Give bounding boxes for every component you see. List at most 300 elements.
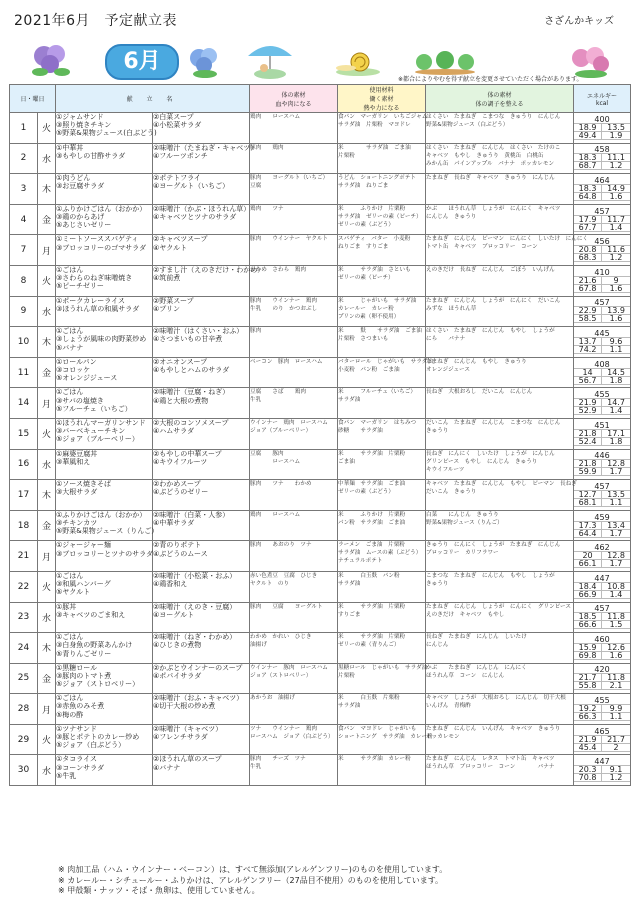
table-row	[10, 571, 631, 602]
dish-col-right: ②味噌汁（白菜・人参） ④中華サラダ	[153, 510, 250, 541]
ingredients-yellow: 米 ふりかけ 片栗粉 サラダ油 ゼリーの素（ピーチ） ゼリーの素（ぶどう）	[338, 204, 426, 235]
ingredients-green: かぶ たまねぎ にんじん にんにく ほうれん草 コーン にんじん	[426, 663, 574, 694]
nutrition	[574, 755, 631, 786]
weekday: 火	[38, 113, 56, 144]
salt-value: 1.8	[602, 377, 630, 385]
nutrition	[574, 143, 631, 174]
fat-value: 17.1	[602, 430, 630, 438]
kcal-value: 459	[574, 514, 630, 522]
hydrangea-icon	[185, 44, 225, 78]
table-row	[10, 113, 631, 144]
ingredients-red: 豆腐 さば 鶏肉 牛乳	[250, 388, 338, 419]
day-number: 22	[10, 571, 38, 602]
ingredients-green: はくさい たまねぎ にんじん はくさい たけのこ キャベツ もやし きゅうり 黄桃缶 白桃缶 みかん缶 パインアップル バナナ ポッカレモン	[426, 143, 574, 174]
nutrition	[574, 480, 631, 511]
weekday: 木	[38, 480, 56, 511]
nutrition	[574, 265, 631, 296]
kcal-value: 457	[574, 483, 630, 491]
dish-col-left: ①タコライス ③コーンサラダ ⑤牛乳	[56, 755, 153, 786]
ingredients-green: 長ねぎ 大根おろし だいこん にんじん	[426, 388, 574, 419]
kcal-value: 447	[574, 758, 630, 766]
fat-value: 13.9	[602, 307, 630, 315]
weekday: 月	[38, 541, 56, 572]
table-row	[10, 724, 631, 755]
protein-value: 18.3	[574, 185, 602, 193]
carb-value: 52.9	[574, 407, 602, 415]
umbrella-frog-icon	[240, 40, 300, 80]
menu-table	[9, 84, 631, 786]
month-badge: 6月	[105, 44, 179, 80]
nutrition	[574, 357, 631, 388]
day-number: 16	[10, 449, 38, 480]
kcal-value: 464	[574, 177, 630, 185]
day-number: 17	[10, 480, 38, 511]
carb-value: 66.6	[574, 621, 602, 629]
table-row	[10, 174, 631, 205]
kcal-value: 465	[574, 728, 630, 736]
fat-value: 21.7	[602, 736, 630, 744]
protein-value: 12.7	[574, 491, 602, 499]
protein-value: 20	[574, 552, 602, 560]
protein-value: 21.8	[574, 460, 602, 468]
ingredients-yellow: 米 サラダ油 片栗粉 ゼリーの素（青りんご）	[338, 633, 426, 664]
weekday: 月	[38, 235, 56, 266]
weekday: 金	[38, 357, 56, 388]
salt-value: 1.4	[602, 407, 630, 415]
dish-col-right: ②かぶとウインナーのスープ ④ポパイサラダ	[153, 663, 250, 694]
fat-value: 12.6	[602, 644, 630, 652]
ingredients-green: 長ねぎ たまねぎ にんじん しいたけ にんじん	[426, 633, 574, 664]
protein-value: 19.2	[574, 705, 602, 713]
nutrition	[574, 449, 631, 480]
weekday: 木	[38, 633, 56, 664]
kcal-value: 451	[574, 422, 630, 430]
fat-value: 11.1	[602, 154, 630, 162]
carb-value: 64.8	[574, 193, 602, 201]
carb-value: 67.8	[574, 285, 602, 293]
hydrangea-icon	[30, 42, 74, 78]
salt-value: 1.6	[602, 652, 630, 660]
ingredients-yellow: 中華麺 サラダ油 ごま油 ゼリーの素（ぶどう）	[338, 480, 426, 511]
protein-value: 22.9	[574, 307, 602, 315]
table-row	[10, 388, 631, 419]
nutrition	[574, 388, 631, 419]
ingredients-red: ツナ ウインナー 鶏肉 ロースハム ジョア（白ぶどう）	[250, 724, 338, 755]
ingredients-yellow: 米 フルーチェ（いちご） サラダ油	[338, 388, 426, 419]
dish-col-left: ①豚丼 ③キャベツのごま和え	[56, 602, 153, 633]
ingredients-green: たまねぎ にんじん いんげん キャベツ きゅうり ポッカレモン	[426, 724, 574, 755]
salt-value: 1.5	[602, 621, 630, 629]
fat-value: 12.8	[602, 460, 630, 468]
carb-value: 66.1	[574, 560, 602, 568]
carb-value: 56.7	[574, 377, 602, 385]
protein-value: 14	[574, 369, 602, 377]
dish-col-right: ②味噌汁（豆腐・ねぎ） ④鶏と大根の煮物	[153, 388, 250, 419]
salt-value: 2.1	[602, 682, 630, 690]
snail-icon	[330, 46, 386, 78]
dish-col-left: ①麻婆豆腐丼 ③華風和え	[56, 449, 153, 480]
ingredients-yellow: 食パン マヨドレ じゃがいも ショートニング サラダ油 カレー粉	[338, 724, 426, 755]
nutrition	[574, 418, 631, 449]
kcal-value: 445	[574, 330, 630, 338]
dish-col-right: ②ほうれん草のスープ ④バナナ	[153, 755, 250, 786]
weekday: 水	[38, 143, 56, 174]
salt-value: 1.7	[602, 530, 630, 538]
table-row	[10, 633, 631, 664]
day-number: 8	[10, 265, 38, 296]
protein-value: 18.4	[574, 583, 602, 591]
dish-col-left: ①ソース焼きそば ③大根サラダ	[56, 480, 153, 511]
fat-value: 13.5	[602, 124, 630, 132]
protein-value: 21.7	[574, 674, 602, 682]
nutrition	[574, 510, 631, 541]
footer-note: ※ 肉加工品（ハム・ウインナー・ベーコン）は、すべて無添加(アレルゲンフリー)のものを使用しています。	[58, 865, 448, 874]
protein-value: 17.9	[574, 216, 602, 224]
protein-value: 20.8	[574, 246, 602, 254]
table-row	[10, 235, 631, 266]
day-number: 28	[10, 694, 38, 725]
weekday: 火	[38, 724, 56, 755]
salt-value: 1.6	[602, 315, 630, 323]
kcal-value: 460	[574, 636, 630, 644]
salt-value: 1.9	[602, 132, 630, 140]
weekday: 木	[38, 327, 56, 358]
ingredients-red: 鶏肉 ロースハム	[250, 510, 338, 541]
nutrition	[574, 633, 631, 664]
salt-value: 1.4	[602, 591, 630, 599]
ingredients-red: 鶏肉 ツナ	[250, 204, 338, 235]
page-title: 2021年6月 予定献立表	[14, 13, 178, 29]
weekday: 火	[38, 265, 56, 296]
day-number: 14	[10, 388, 38, 419]
ingredients-yellow: スパゲティ バター 小麦粉 ねりごま すりごま	[338, 235, 426, 266]
carb-value: 66.9	[574, 591, 602, 599]
dish-col-right: ②大根のコンソメスープ ④ハムサラダ	[153, 418, 250, 449]
ingredients-yellow: 米 サラダ油 片栗粉 ごま油	[338, 449, 426, 480]
ingredients-green: たまねぎ にんじん しょうが にんにく だいこん みずな ほうれん草	[426, 296, 574, 327]
protein-value: 21.6	[574, 277, 602, 285]
protein-value: 13.7	[574, 338, 602, 346]
ingredients-yellow: うどん ショートニングポテト サラダ油 ねりごま	[338, 174, 426, 205]
fat-value: 14.9	[602, 185, 630, 193]
ingredients-green: たまねぎ にんじん しょうが にんにく グリンピース えのきだけ キャベツ もやし	[426, 602, 574, 633]
table-row	[10, 296, 631, 327]
dish-col-left: ①ごはん ③しょうが風味の肉野菜炒め ⑤バナナ	[56, 327, 153, 358]
dish-col-right: ②味噌汁（たまねぎ・キャベツ） ④フルーツポンチ	[153, 143, 250, 174]
table-row	[10, 143, 631, 174]
fat-value: 11.6	[602, 246, 630, 254]
dish-col-left: ①ふりかけごはん（おかか） ③チキンカツ ⑤野菜&果物ジュース（りんご）	[56, 510, 153, 541]
ingredients-red: ウインナー 鶏肉 ロースハム ジョア（ブルーベリー）	[250, 418, 338, 449]
day-number: 24	[10, 633, 38, 664]
ingredients-red: 豚肉 豆腐 ヨーグルト	[250, 602, 338, 633]
ingredients-red: わかめ かれい ひじき 油揚げ	[250, 633, 338, 664]
fat-value: 9.9	[602, 705, 630, 713]
dish-col-left: ①ふりかけごはん（おかか） ③鶏のからあげ ⑤あじさいゼリー	[56, 204, 153, 235]
table-row	[10, 541, 631, 572]
ingredients-red: あかうお 油揚げ	[250, 694, 338, 725]
ingredients-red: 豚肉 チーズ ツナ 牛乳	[250, 755, 338, 786]
ingredients-yellow: 米 白玉麩 片栗粉 サラダ油	[338, 694, 426, 725]
dish-col-right: ②野菜スープ ④プリン	[153, 296, 250, 327]
nutrition	[574, 235, 631, 266]
ingredients-green: かぶ ほうれん草 しょうが にんにく キャベツ にんじん きゅうり	[426, 204, 574, 235]
day-number: 25	[10, 663, 38, 694]
ingredients-green: 長ねぎ にんにく しいたけ しょうが にんじん グリンピース もやし にんじん きゅうり キウイフルーツ	[426, 449, 574, 480]
salt-value: 1.1	[602, 499, 630, 507]
dish-col-left: ①ツナサンド ③豚とポテトのカレー炒め ⑤ジョア（白ぶどう）	[56, 724, 153, 755]
weekday: 水	[38, 602, 56, 633]
kcal-value: 457	[574, 605, 630, 613]
nutrition	[574, 571, 631, 602]
carb-value: 68.7	[574, 162, 602, 170]
frog-trio-icon	[410, 46, 480, 76]
day-number: 18	[10, 510, 38, 541]
ingredients-red: 豚肉 ウインナー 鶏肉 牛乳 のり かつおぶし	[250, 296, 338, 327]
nutrition	[574, 663, 631, 694]
day-number: 15	[10, 418, 38, 449]
dish-col-left: ①ロールパン ③コロッケ ⑤オレンジジュース	[56, 357, 153, 388]
day-number: 1	[10, 113, 38, 144]
day-number: 7	[10, 235, 38, 266]
ingredients-green: はくさい たまねぎ にんじん もやし しょうが にら バナナ	[426, 327, 574, 358]
fat-value: 9	[602, 277, 630, 285]
weekday: 水	[38, 449, 56, 480]
salt-value: 1.1	[602, 346, 630, 354]
dish-col-left: ①ごはん ③赤魚のみそ煮 ⑤梅の酢	[56, 694, 153, 725]
weekday: 水	[38, 296, 56, 327]
ingredients-green: こまつな たまねぎ にんじん もやし しょうが きゅうり	[426, 571, 574, 602]
protein-value: 18.3	[574, 154, 602, 162]
salt-value: 1.2	[602, 162, 630, 170]
carb-value: 74.2	[574, 346, 602, 354]
dish-col-right: ②青のりポテト ④ぶどうのムース	[153, 541, 250, 572]
dish-col-left: ①中華丼 ③もやしの甘酢サラダ	[56, 143, 153, 174]
ingredients-red: 赤い色煮豆 豆腐 ひじき ヤクルト のり	[250, 571, 338, 602]
kcal-value: 408	[574, 361, 630, 369]
dish-col-right: ②すまし汁（えのきだけ・わかめ） ④筑前煮	[153, 265, 250, 296]
dish-col-right: ②味噌汁（かぶ・ほうれん草） ④キャベツとツナのサラダ	[153, 204, 250, 235]
day-number: 30	[10, 755, 38, 786]
salt-value: 1.8	[602, 438, 630, 446]
ingredients-green: えのきだけ 長ねぎ にんじん ごぼう いんげん	[426, 265, 574, 296]
table-row	[10, 204, 631, 235]
carb-value: 69.8	[574, 652, 602, 660]
hydrangea-right-icon	[565, 44, 615, 78]
carb-value: 58.5	[574, 315, 602, 323]
kcal-value: 458	[574, 146, 630, 154]
header-yellow: 使用材料 働く素材 熱や力になる	[338, 85, 426, 113]
page-header	[0, 8, 640, 32]
ingredients-red: 豚肉 ツナ わかめ	[250, 480, 338, 511]
dish-col-right: ②味噌汁（おふ・キャベツ） ④切干大根の炒め煮	[153, 694, 250, 725]
carb-value: 68.1	[574, 499, 602, 507]
ingredients-green: きゅうり にんにく しょうが たまねぎ にんじん ブロッコリー カリフラワー	[426, 541, 574, 572]
table-row	[10, 327, 631, 358]
table-row	[10, 449, 631, 480]
fat-value: 11.8	[602, 613, 630, 621]
kcal-value: 457	[574, 299, 630, 307]
ingredients-green: たまねぎ 長ねぎ キャベツ きゅうり にんじん	[426, 174, 574, 205]
kcal-value: 462	[574, 544, 630, 552]
fat-value: 10.8	[602, 583, 630, 591]
nutrition	[574, 724, 631, 755]
protein-value: 21.9	[574, 399, 602, 407]
nutrition	[574, 541, 631, 572]
weekday: 火	[38, 418, 56, 449]
salt-value: 1.2	[602, 774, 630, 782]
ingredients-green: だいこん たまねぎ にんじん こまつな にんじん きゅうり	[426, 418, 574, 449]
dish-col-left: ①ごはん ③白身魚の野菜あんかけ ⑤青りんごゼリー	[56, 633, 153, 664]
ingredients-red: 豚肉 ヨーグルト（いちご） 豆腐	[250, 174, 338, 205]
ingredients-red: 豚肉 ウインナー ヤクルト	[250, 235, 338, 266]
fat-value: 11.8	[602, 674, 630, 682]
ingredients-yellow: 米 麩 サラダ油 ごま油 片栗粉 さつまいも	[338, 327, 426, 358]
ingredients-green: たまねぎ にんじん ピーマン にんにく しいたけ にんにく トマト缶 キャベツ ブロッコリー コーン	[426, 235, 574, 266]
table-row	[10, 663, 631, 694]
dish-col-right: ②ポテトフライ ④ヨーグルト（いちご）	[153, 174, 250, 205]
ingredients-yellow: ラーメン ごま油 片栗粉 サラダ油 ムースの素（ぶどう） ナチュラルポテト	[338, 541, 426, 572]
nutrition	[574, 113, 631, 144]
weekday: 金	[38, 510, 56, 541]
footer-notes	[58, 865, 447, 897]
carb-value: 67.7	[574, 224, 602, 232]
ingredients-red: 豚肉 あおのり ツナ	[250, 541, 338, 572]
ingredients-green: キャベツ しょうが 大根おろし にんじん 切干大根 いんげん 青梅酢	[426, 694, 574, 725]
dish-col-right: ②わかめスープ ④ぶどうのゼリー	[153, 480, 250, 511]
ingredients-red: 豆腐 豚肉 ロースハム	[250, 449, 338, 480]
ingredients-yellow: バターロール じゃがいも サラダ油 小麦粉 パン粉 ごま油	[338, 357, 426, 388]
weekday: 金	[38, 663, 56, 694]
ingredients-yellow: 食パン マーガリン はちみつ 砂糖 サラダ油	[338, 418, 426, 449]
ingredients-red: わかめ さわら 鶏肉	[250, 265, 338, 296]
fat-value: 14.5	[602, 369, 630, 377]
day-number: 10	[10, 327, 38, 358]
dish-col-left: ①ほうれんマーガリンサンド ③バーベキューチキン ⑤ジョア（ブルーベリー）	[56, 418, 153, 449]
salt-value: 1.7	[602, 560, 630, 568]
carb-value: 68.3	[574, 254, 602, 262]
protein-value: 15.9	[574, 644, 602, 652]
school-name: さざんかキッズ	[544, 16, 614, 27]
kcal-value: 455	[574, 391, 630, 399]
ingredients-yellow: 食パン マーガリン いちごジャム サラダ油 片栗粉 マヨドレ	[338, 113, 426, 144]
day-number: 2	[10, 143, 38, 174]
dish-col-left: ①ごはん ③さわらのねぎ味噌焼き ⑤ピーチゼリー	[56, 265, 153, 296]
ingredients-yellow: 米 じゃがいも サラダ油 カレールー カレー粉 プリンの素（卵不使用）	[338, 296, 426, 327]
dish-col-right: ②キャベツスープ ④ヤクルト	[153, 235, 250, 266]
dish-col-left: ①ジャムサンド ③照り焼きチキン ⑤野菜&果物ジュース(白ぶどう)	[56, 113, 153, 144]
kcal-value: 447	[574, 575, 630, 583]
day-number: 11	[10, 357, 38, 388]
fat-value: 12.8	[602, 552, 630, 560]
fat-value: 13.4	[602, 522, 630, 530]
nutrition	[574, 602, 631, 633]
nutrition	[574, 174, 631, 205]
protein-value: 18.5	[574, 613, 602, 621]
kcal-value: 457	[574, 208, 630, 216]
nutrition	[574, 327, 631, 358]
fat-value: 11.7	[602, 216, 630, 224]
nutrition	[574, 296, 631, 327]
salt-value: 1.4	[602, 224, 630, 232]
salt-value: 1.6	[602, 285, 630, 293]
table-row	[10, 418, 631, 449]
carb-value: 45.4	[574, 744, 602, 752]
table-row	[10, 510, 631, 541]
dish-col-right: ②味噌汁（えのき・豆腐） ④ヨーグルト	[153, 602, 250, 633]
table-row	[10, 265, 631, 296]
dish-col-right: ②もやしの中華スープ ④キウイフルーツ	[153, 449, 250, 480]
ingredients-yellow: 米 サラダ油 カレー粉	[338, 755, 426, 786]
weekday: 月	[38, 388, 56, 419]
table-row	[10, 602, 631, 633]
protein-value: 21.8	[574, 430, 602, 438]
ingredients-yellow: 黒糖ロール じゃがいも サラダ油 片栗粉	[338, 663, 426, 694]
day-number: 23	[10, 602, 38, 633]
ingredients-green: たまねぎ にんじん もやし きゅうり オレンジジュース	[426, 357, 574, 388]
protein-value: 18.9	[574, 124, 602, 132]
ingredients-yellow: 米 白玉麩 パン粉 サラダ油	[338, 571, 426, 602]
salt-value: 1.2	[602, 254, 630, 262]
ingredients-yellow: 米 サラダ油 片栗粉 すりごま	[338, 602, 426, 633]
header-menu: 献 立 名	[56, 85, 250, 113]
carb-value: 55.8	[574, 682, 602, 690]
fat-value: 13.5	[602, 491, 630, 499]
weekday: 金	[38, 204, 56, 235]
salt-value: 1.1	[602, 713, 630, 721]
table-row	[10, 755, 631, 786]
salt-value: 1.6	[602, 193, 630, 201]
carb-value: 64.4	[574, 530, 602, 538]
day-number: 4	[10, 204, 38, 235]
weekday: 木	[38, 174, 56, 205]
carb-value: 59.9	[574, 468, 602, 476]
ingredients-red: ベーコン 豚肉 ロースハム	[250, 357, 338, 388]
dish-col-right: ②味噌汁（ねぎ・わかめ） ④ひじきの煮物	[153, 633, 250, 664]
ingredients-yellow: 米 サラダ油 さといも ゼリーの素（ピーチ）	[338, 265, 426, 296]
footer-note: ※ カレールー・シチュールー・ふりかけは、アレルゲンフリー（27品目不使用）のものを使用しています。	[58, 875, 444, 885]
header-energy: エネルギー kcal	[574, 85, 631, 113]
ingredients-green: はくさい たまねぎ こまつな きゅうり にんじん 野菜&果物ジュース（白ぶどう）	[426, 113, 574, 144]
dish-col-left: ①ポークカレーライス ③ほうれん草の和風サラダ	[56, 296, 153, 327]
footer-note: ※ 甲殻類・ナッツ・そば・魚卵は、使用していません。	[58, 886, 260, 895]
ingredients-red: 鶏肉 ロースハム	[250, 113, 338, 144]
ingredients-green: 白菜 にんじん きゅうり 野菜&果物ジュース（りんご）	[426, 510, 574, 541]
day-number: 21	[10, 541, 38, 572]
table-row	[10, 694, 631, 725]
dish-col-left: ①ごはん ③サバの塩焼き ⑤フルーチェ（いちご）	[56, 388, 153, 419]
dish-col-left: ①肉うどん ③お豆腐サラダ	[56, 174, 153, 205]
header-day: 日・曜日	[10, 85, 56, 113]
ingredients-red: 豚肉 鶏肉	[250, 143, 338, 174]
ingredients-red: ウインナー 豚肉 ロースハム ジョア（ストロベリー）	[250, 663, 338, 694]
day-number: 9	[10, 296, 38, 327]
dish-col-right: ②白菜スープ ④小松菜サラダ	[153, 113, 250, 144]
dish-col-left: ①黒糖ロール ③豚肉のトマト煮 ⑤ジョア（ストロベリー）	[56, 663, 153, 694]
fat-value: 14.7	[602, 399, 630, 407]
day-number: 3	[10, 174, 38, 205]
kcal-value: 446	[574, 452, 630, 460]
kcal-value: 410	[574, 269, 630, 277]
ingredients-green: たまねぎ にんじん レタス トマト缶 キャベツ ほうれん草 ブロッコリー コーン バナナ	[426, 755, 574, 786]
weekday: 月	[38, 694, 56, 725]
protein-value: 21.9	[574, 736, 602, 744]
dish-col-right: ②味噌汁（小松菜・おふ） ④鶏香和え	[153, 571, 250, 602]
dish-col-left: ①ミートソーススパゲティ ③ブロッコリーのゴマサラダ	[56, 235, 153, 266]
weekday: 水	[38, 755, 56, 786]
kcal-value: 455	[574, 697, 630, 705]
dish-col-left: ①ジャージャー麺 ③ブロッコリーとツナのサラダ	[56, 541, 153, 572]
